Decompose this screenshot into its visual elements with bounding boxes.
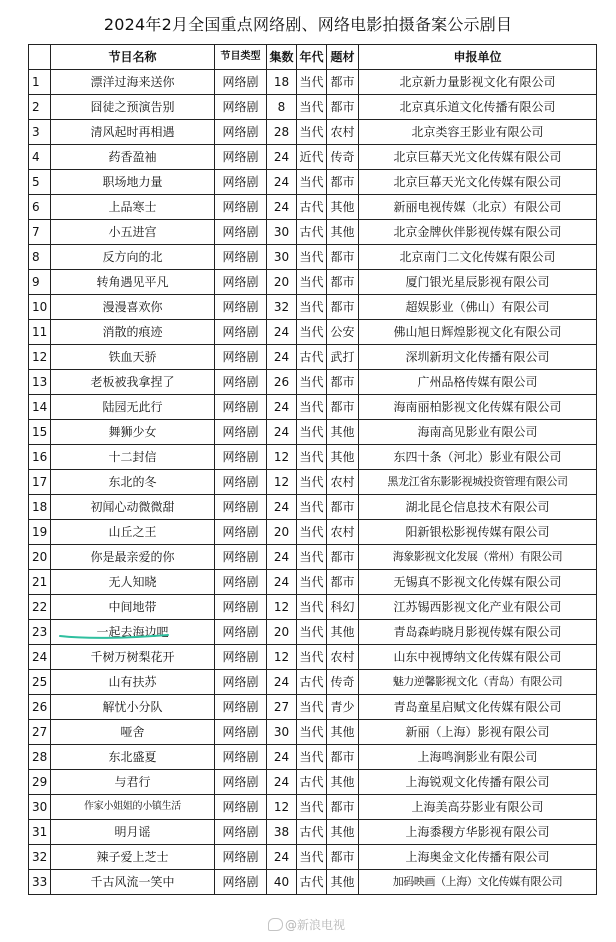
cell-type: 网络剧 <box>215 870 267 895</box>
cell-episodes: 18 <box>267 70 297 95</box>
cell-type: 网络剧 <box>215 720 267 745</box>
table-row <box>29 570 597 595</box>
table-row <box>29 670 597 695</box>
cell-episodes: 24 <box>267 195 297 220</box>
cell-unit: 江苏锡西影视文化产业有限公司 <box>359 595 597 620</box>
table-row <box>29 620 597 645</box>
cell-era: 当代 <box>297 545 327 570</box>
cell-episodes: 8 <box>267 95 297 120</box>
cell-unit: 北京金牌伙伴影视传媒有限公司 <box>359 220 597 245</box>
cell-name: 中间地带 <box>51 595 215 620</box>
cell-genre: 其他 <box>327 820 359 845</box>
cell-genre: 都市 <box>327 95 359 120</box>
cell-genre: 其他 <box>327 420 359 445</box>
cell-no: 15 <box>29 420 51 445</box>
cell-genre: 青少 <box>327 695 359 720</box>
cell-unit: 北京南门二文化传媒有限公司 <box>359 245 597 270</box>
cell-unit: 厦门银光星辰影视有限公司 <box>359 270 597 295</box>
cell-unit: 北京真乐道文化传播有限公司 <box>359 95 597 120</box>
cell-name: 小五进宫 <box>51 220 215 245</box>
cell-name: 铁血天骄 <box>51 345 215 370</box>
cell-no: 24 <box>29 645 51 670</box>
cell-era: 当代 <box>297 95 327 120</box>
cell-name: 东北盛夏 <box>51 745 215 770</box>
cell-type: 网络剧 <box>215 845 267 870</box>
cell-no: 8 <box>29 245 51 270</box>
cell-episodes: 24 <box>267 745 297 770</box>
cell-unit: 广州品格传媒有限公司 <box>359 370 597 395</box>
cell-no: 17 <box>29 470 51 495</box>
cell-unit: 无锡真不影视文化传媒有限公司 <box>359 570 597 595</box>
cell-no: 12 <box>29 345 51 370</box>
cell-era: 当代 <box>297 120 327 145</box>
cell-era: 当代 <box>297 620 327 645</box>
cell-type: 网络剧 <box>215 570 267 595</box>
cell-type: 网络剧 <box>215 795 267 820</box>
cell-no: 31 <box>29 820 51 845</box>
cell-genre: 其他 <box>327 870 359 895</box>
cell-era: 古代 <box>297 345 327 370</box>
cell-unit: 魅力逆馨影视文化（青岛）有限公司 <box>359 670 597 695</box>
cell-era: 当代 <box>297 270 327 295</box>
cell-era: 古代 <box>297 770 327 795</box>
table-row <box>29 95 597 120</box>
cell-unit: 北京类容王影业有限公司 <box>359 120 597 145</box>
table-row <box>29 645 597 670</box>
table-row <box>29 170 597 195</box>
cell-name: 十二封信 <box>51 445 215 470</box>
cell-name: 你是最亲爱的你 <box>51 545 215 570</box>
table-row <box>29 395 597 420</box>
table-row <box>29 470 597 495</box>
cell-name: 囧徒之预演告别 <box>51 95 215 120</box>
cell-era: 古代 <box>297 670 327 695</box>
cell-era: 当代 <box>297 370 327 395</box>
cell-type: 网络剧 <box>215 495 267 520</box>
cell-type: 网络剧 <box>215 270 267 295</box>
cell-name: 初闻心动微微甜 <box>51 495 215 520</box>
cell-episodes: 12 <box>267 445 297 470</box>
table-row <box>29 545 597 570</box>
cell-name: 解忧小分队 <box>51 695 215 720</box>
table-body <box>29 70 597 895</box>
cell-name: 一起去海边吧 <box>51 620 215 645</box>
cell-episodes: 26 <box>267 370 297 395</box>
cell-type: 网络剧 <box>215 620 267 645</box>
registration-table <box>28 44 597 895</box>
cell-episodes: 30 <box>267 220 297 245</box>
cell-era: 古代 <box>297 820 327 845</box>
table-row <box>29 220 597 245</box>
cell-no: 33 <box>29 870 51 895</box>
cell-no: 28 <box>29 745 51 770</box>
cell-era: 当代 <box>297 720 327 745</box>
cell-name: 反方向的北 <box>51 245 215 270</box>
cell-no: 20 <box>29 545 51 570</box>
cell-genre: 武打 <box>327 345 359 370</box>
cell-genre: 农村 <box>327 645 359 670</box>
cell-era: 当代 <box>297 445 327 470</box>
cell-name: 东北的冬 <box>51 470 215 495</box>
cell-no: 32 <box>29 845 51 870</box>
cell-genre: 其他 <box>327 620 359 645</box>
cell-type: 网络剧 <box>215 145 267 170</box>
cell-type: 网络剧 <box>215 295 267 320</box>
table-row <box>29 870 597 895</box>
cell-unit: 海象影视文化发展（常州）有限公司 <box>359 545 597 570</box>
cell-episodes: 12 <box>267 595 297 620</box>
cell-type: 网络剧 <box>215 170 267 195</box>
cell-genre: 都市 <box>327 495 359 520</box>
cell-type: 网络剧 <box>215 245 267 270</box>
cell-unit: 山东中视博纳文化传媒有限公司 <box>359 645 597 670</box>
cell-era: 近代 <box>297 145 327 170</box>
cell-genre: 都市 <box>327 570 359 595</box>
cell-no: 6 <box>29 195 51 220</box>
cell-episodes: 24 <box>267 545 297 570</box>
cell-no: 2 <box>29 95 51 120</box>
cell-no: 13 <box>29 370 51 395</box>
cell-genre: 都市 <box>327 395 359 420</box>
cell-type: 网络剧 <box>215 695 267 720</box>
cell-unit: 加码映画（上海）文化传媒有限公司 <box>359 870 597 895</box>
cell-name: 无人知晓 <box>51 570 215 595</box>
cell-episodes: 24 <box>267 670 297 695</box>
cell-era: 古代 <box>297 870 327 895</box>
cell-unit: 上海鸣涧影业有限公司 <box>359 745 597 770</box>
cell-name: 转角遇见平凡 <box>51 270 215 295</box>
cell-genre: 都市 <box>327 745 359 770</box>
cell-type: 网络剧 <box>215 645 267 670</box>
cell-era: 古代 <box>297 195 327 220</box>
cell-genre: 其他 <box>327 195 359 220</box>
cell-name: 作家小姐姐的小镇生活 <box>51 795 215 820</box>
cell-episodes: 32 <box>267 295 297 320</box>
cell-genre: 科幻 <box>327 595 359 620</box>
cell-genre: 都市 <box>327 370 359 395</box>
cell-episodes: 27 <box>267 695 297 720</box>
table-row <box>29 370 597 395</box>
cell-genre: 农村 <box>327 470 359 495</box>
cell-era: 当代 <box>297 295 327 320</box>
document-title: 2024年2月全国重点网络剧、网络电影拍摄备案公示剧目 <box>103 15 513 34</box>
cell-type: 网络剧 <box>215 545 267 570</box>
cell-no: 7 <box>29 220 51 245</box>
header-name: 节目名称 <box>51 45 215 70</box>
cell-era: 当代 <box>297 845 327 870</box>
cell-episodes: 12 <box>267 795 297 820</box>
cell-era: 当代 <box>297 745 327 770</box>
cell-genre: 传奇 <box>327 670 359 695</box>
cell-episodes: 24 <box>267 145 297 170</box>
cell-genre: 都市 <box>327 245 359 270</box>
cell-era: 当代 <box>297 795 327 820</box>
cell-episodes: 24 <box>267 345 297 370</box>
cell-genre: 都市 <box>327 845 359 870</box>
table-row <box>29 495 597 520</box>
cell-era: 当代 <box>297 595 327 620</box>
cell-type: 网络剧 <box>215 70 267 95</box>
cell-genre: 都市 <box>327 545 359 570</box>
cell-name: 山丘之王 <box>51 520 215 545</box>
cell-name: 哑舍 <box>51 720 215 745</box>
cell-episodes: 12 <box>267 470 297 495</box>
table-row <box>29 270 597 295</box>
cell-genre: 其他 <box>327 720 359 745</box>
cell-type: 网络剧 <box>215 595 267 620</box>
cell-type: 网络剧 <box>215 320 267 345</box>
cell-unit: 北京新力量影视文化有限公司 <box>359 70 597 95</box>
cell-era: 当代 <box>297 570 327 595</box>
cell-name: 漂洋过海来送你 <box>51 70 215 95</box>
cell-no: 30 <box>29 795 51 820</box>
cell-name: 辣子爱上芝士 <box>51 845 215 870</box>
cell-unit: 黑龙江省东影影视城投资管理有限公司 <box>359 470 597 495</box>
table-row <box>29 720 597 745</box>
cell-type: 网络剧 <box>215 770 267 795</box>
cell-episodes: 40 <box>267 870 297 895</box>
cell-unit: 上海锐观文化传播有限公司 <box>359 770 597 795</box>
table-row <box>29 820 597 845</box>
cell-type: 网络剧 <box>215 470 267 495</box>
cell-unit: 青岛童星启赋文化传媒有限公司 <box>359 695 597 720</box>
cell-no: 10 <box>29 295 51 320</box>
cell-era: 当代 <box>297 170 327 195</box>
cell-era: 当代 <box>297 495 327 520</box>
cell-episodes: 24 <box>267 495 297 520</box>
cell-era: 古代 <box>297 220 327 245</box>
cell-episodes: 20 <box>267 620 297 645</box>
header-era: 年代 <box>297 45 327 70</box>
cell-genre: 其他 <box>327 220 359 245</box>
cell-episodes: 20 <box>267 270 297 295</box>
cell-era: 当代 <box>297 695 327 720</box>
cell-unit: 海南高见影业有限公司 <box>359 420 597 445</box>
cell-genre: 农村 <box>327 120 359 145</box>
cell-type: 网络剧 <box>215 520 267 545</box>
cell-name: 上品寒士 <box>51 195 215 220</box>
cell-unit: 东四十条（河北）影业有限公司 <box>359 445 597 470</box>
weibo-logo-icon <box>268 918 283 931</box>
cell-unit: 青岛森屿晓月影视传媒有限公司 <box>359 620 597 645</box>
cell-unit: 阳新银松影视传媒有限公司 <box>359 520 597 545</box>
cell-genre: 都市 <box>327 170 359 195</box>
cell-unit: 上海奥金文化传播有限公司 <box>359 845 597 870</box>
cell-unit: 海南丽柏影视文化传媒有限公司 <box>359 395 597 420</box>
cell-no: 3 <box>29 120 51 145</box>
cell-no: 4 <box>29 145 51 170</box>
cell-name: 舞狮少女 <box>51 420 215 445</box>
table-row <box>29 745 597 770</box>
cell-type: 网络剧 <box>215 445 267 470</box>
cell-no: 27 <box>29 720 51 745</box>
cell-name: 千树万树梨花开 <box>51 645 215 670</box>
cell-no: 5 <box>29 170 51 195</box>
cell-name: 消散的痕迹 <box>51 320 215 345</box>
cell-unit: 湖北昆仑信息技术有限公司 <box>359 495 597 520</box>
cell-type: 网络剧 <box>215 745 267 770</box>
cell-type: 网络剧 <box>215 345 267 370</box>
cell-unit: 佛山旭日辉煌影视文化有限公司 <box>359 320 597 345</box>
cell-genre: 都市 <box>327 70 359 95</box>
cell-name: 山有扶苏 <box>51 670 215 695</box>
cell-name: 清风起时再相遇 <box>51 120 215 145</box>
cell-unit: 上海黍稷方华影视有限公司 <box>359 820 597 845</box>
cell-unit: 超娱影业（佛山）有限公司 <box>359 295 597 320</box>
table-row <box>29 70 597 95</box>
cell-name: 陆园无此行 <box>51 395 215 420</box>
header-unit: 申报单位 <box>359 45 597 70</box>
cell-no: 11 <box>29 320 51 345</box>
table-row <box>29 595 597 620</box>
cell-genre: 都市 <box>327 795 359 820</box>
cell-era: 当代 <box>297 395 327 420</box>
cell-genre: 公安 <box>327 320 359 345</box>
cell-episodes: 24 <box>267 770 297 795</box>
cell-name: 药香盈袖 <box>51 145 215 170</box>
cell-episodes: 24 <box>267 420 297 445</box>
table-row <box>29 795 597 820</box>
cell-era: 当代 <box>297 320 327 345</box>
cell-unit: 上海美高芬影业有限公司 <box>359 795 597 820</box>
watermark-text: @新浪电视 <box>285 918 346 932</box>
cell-type: 网络剧 <box>215 220 267 245</box>
cell-no: 1 <box>29 70 51 95</box>
cell-episodes: 12 <box>267 645 297 670</box>
cell-name: 老板被我拿捏了 <box>51 370 215 395</box>
cell-unit: 深圳新玥文化传播有限公司 <box>359 345 597 370</box>
cell-episodes: 24 <box>267 170 297 195</box>
cell-episodes: 38 <box>267 820 297 845</box>
cell-name: 职场地力量 <box>51 170 215 195</box>
cell-genre: 其他 <box>327 445 359 470</box>
table-header-row <box>29 45 597 70</box>
cell-genre: 都市 <box>327 295 359 320</box>
table-row <box>29 245 597 270</box>
table-row <box>29 145 597 170</box>
cell-no: 18 <box>29 495 51 520</box>
cell-no: 19 <box>29 520 51 545</box>
table-row <box>29 845 597 870</box>
cell-type: 网络剧 <box>215 395 267 420</box>
cell-genre: 农村 <box>327 520 359 545</box>
table-row <box>29 295 597 320</box>
cell-era: 当代 <box>297 245 327 270</box>
cell-type: 网络剧 <box>215 120 267 145</box>
watermark <box>268 916 345 933</box>
cell-era: 当代 <box>297 420 327 445</box>
cell-unit: 北京巨幕天光文化传媒有限公司 <box>359 170 597 195</box>
header-type: 节目类型 <box>215 45 267 70</box>
table-row <box>29 120 597 145</box>
cell-type: 网络剧 <box>215 670 267 695</box>
table-row <box>29 420 597 445</box>
table-row <box>29 195 597 220</box>
cell-no: 21 <box>29 570 51 595</box>
cell-unit: 新丽电视传媒（北京）有限公司 <box>359 195 597 220</box>
cell-genre: 都市 <box>327 270 359 295</box>
cell-episodes: 24 <box>267 395 297 420</box>
cell-unit: 北京巨幕天光文化传媒有限公司 <box>359 145 597 170</box>
cell-type: 网络剧 <box>215 820 267 845</box>
table-row <box>29 320 597 345</box>
cell-no: 16 <box>29 445 51 470</box>
cell-era: 当代 <box>297 520 327 545</box>
cell-unit: 新丽（上海）影视有限公司 <box>359 720 597 745</box>
table-row <box>29 520 597 545</box>
cell-type: 网络剧 <box>215 95 267 120</box>
cell-era: 当代 <box>297 70 327 95</box>
cell-no: 25 <box>29 670 51 695</box>
cell-genre: 其他 <box>327 770 359 795</box>
cell-no: 9 <box>29 270 51 295</box>
cell-episodes: 30 <box>267 245 297 270</box>
cell-no: 14 <box>29 395 51 420</box>
cell-name: 明月谣 <box>51 820 215 845</box>
cell-era: 当代 <box>297 470 327 495</box>
header-no <box>29 45 51 70</box>
cell-episodes: 28 <box>267 120 297 145</box>
cell-episodes: 24 <box>267 845 297 870</box>
cell-no: 23 <box>29 620 51 645</box>
table-row <box>29 695 597 720</box>
header-genre: 题材 <box>327 45 359 70</box>
cell-name: 漫漫喜欢你 <box>51 295 215 320</box>
table-row <box>29 770 597 795</box>
cell-genre: 传奇 <box>327 145 359 170</box>
cell-no: 26 <box>29 695 51 720</box>
cell-episodes: 24 <box>267 320 297 345</box>
cell-name: 千古风流一笑中 <box>51 870 215 895</box>
cell-episodes: 24 <box>267 570 297 595</box>
cell-no: 29 <box>29 770 51 795</box>
cell-name: 与君行 <box>51 770 215 795</box>
cell-type: 网络剧 <box>215 195 267 220</box>
cell-type: 网络剧 <box>215 370 267 395</box>
table-row <box>29 445 597 470</box>
cell-era: 当代 <box>297 645 327 670</box>
cell-episodes: 30 <box>267 720 297 745</box>
table-row <box>29 345 597 370</box>
cell-episodes: 20 <box>267 520 297 545</box>
cell-no: 22 <box>29 595 51 620</box>
header-episodes: 集数 <box>267 45 297 70</box>
cell-type: 网络剧 <box>215 420 267 445</box>
